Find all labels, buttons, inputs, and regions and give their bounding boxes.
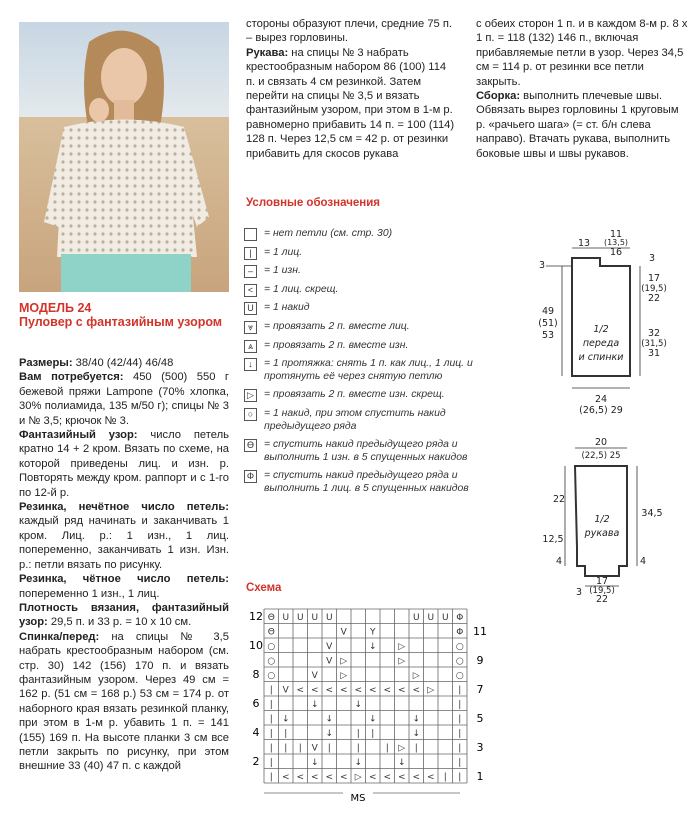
chart-cell-symbol: | — [356, 743, 360, 754]
chart-cell-symbol: U — [427, 613, 435, 623]
row-number-right: 11 — [473, 625, 487, 638]
sleeve-left-22: 22 — [552, 494, 566, 505]
chart-cell-symbol: | — [458, 758, 462, 768]
chart-cell-symbol: ↓ — [310, 758, 319, 768]
front-side-a: 32 — [647, 328, 661, 339]
legend-item: ▷ = провязать 2 п. вместе изн. скрещ. — [244, 389, 476, 402]
chart-cell-symbol: ↓ — [412, 714, 421, 725]
legend-item: ⩓ = провязать 2 п. вместе изн. — [244, 340, 476, 353]
chart-cell-symbol: ○ — [267, 671, 276, 681]
paragraph-sizes: Размеры: 38/40 (42/44) 46/48 — [19, 357, 174, 369]
chart-cell-symbol: < — [339, 772, 348, 783]
paragraph-back-front: Спинка/перед: на спицы № 3,5 набрать крестообразным набором (см. стр. 30) 142 (156) 170 п. и вязать фантазийным узором. Через 49 см = 162 р. (51 см = 168 р.) 53 см = 174 р. от наборного края вязать резинкой планку, при этом в 1-м р. убавить 1 п. = 141 (155) 169 п. На высоте планки 3 см все петли закрыть по рисунку, при этом внешние 33 (40) 47 п. с каждой — [19, 630, 229, 773]
yarn-over-icon: U — [244, 302, 257, 315]
chart-cell-symbol: < — [325, 685, 334, 696]
model-number: МОДЕЛЬ 24 — [19, 301, 92, 315]
chart-cell-symbol: | — [269, 758, 273, 768]
chart-cell-symbol: ▷ — [398, 656, 406, 667]
chart-cell-symbol: U — [282, 613, 290, 623]
chart-cell-symbol: V — [311, 671, 318, 681]
middle-column-text — [246, 17, 458, 161]
front-top-left: 13 — [577, 238, 591, 249]
legend-item: U = 1 накид — [244, 302, 476, 315]
chart-cell-symbol: U — [412, 613, 420, 623]
right-column-text — [476, 17, 688, 161]
chart-cell-symbol: ○ — [455, 671, 464, 681]
chart-cell-symbol: ○ — [455, 656, 464, 667]
row-number-right: 3 — [476, 741, 484, 754]
chart-cell-symbol: ↓ — [397, 758, 406, 768]
row-number-left: 4 — [252, 726, 260, 739]
chart-cell-symbol: V — [326, 656, 333, 667]
chart-cell-symbol: | — [385, 743, 389, 754]
paragraph-sleeve-increase: с обеих сторон 1 п. и в каждом 8-м р. 8 х 1 п. = 118 (132) 146 п., включая прибавляемые петли в узор. Через 34,5 см = 114 р. от резинки все петли закрыть. — [476, 18, 688, 88]
chart-cell-symbol: < — [296, 685, 305, 696]
legend-item: – = 1 изн. — [244, 265, 476, 278]
chart-cell-symbol: ▷ — [340, 656, 348, 667]
chart-cell-symbol: ↓ — [325, 729, 334, 739]
chart-cell-symbol: U — [441, 613, 449, 623]
sleeve-bottom-3: 3 — [575, 587, 583, 598]
chart-cell-symbol: | — [284, 729, 288, 739]
ms-label: MS — [350, 793, 366, 804]
legend-item: ↓ = 1 протяжка: снять 1 п. как лиц., 1 лиц. и протянуть её через снятую петлю — [244, 358, 476, 383]
sleeve-label-1: 1/2 — [594, 514, 610, 525]
front-label-1: 1/2 — [593, 324, 609, 335]
front-right-3: 3 — [648, 253, 656, 264]
chart-cell-symbol: V — [311, 743, 318, 754]
chart-cell-symbol: < — [383, 772, 392, 783]
chart-cell-symbol: Φ — [456, 613, 464, 623]
chart-cell-symbol: < — [412, 772, 421, 783]
sleeve-bottom-a: 17 — [595, 576, 609, 587]
chart-cell-symbol: Φ — [456, 627, 464, 638]
chart-cell-symbol: ↓ — [281, 714, 290, 725]
paragraph-gauge: Плотность вязания, фантазийный узор: 29,5 п. и 33 р. = 10 х 10 см. — [19, 601, 229, 629]
chart-cell-symbol: < — [339, 685, 348, 696]
chart-cell-symbol: ↓ — [368, 642, 377, 652]
chart-cell-symbol: ↓ — [310, 700, 319, 710]
left-column-text — [19, 356, 229, 774]
sleeve-left-125: 12,5 — [542, 534, 564, 545]
front-top-a: 11 — [609, 229, 623, 240]
chart-cell-symbol: < — [354, 685, 363, 696]
row-number-right: 5 — [476, 712, 484, 725]
legend-item: ○ = 1 накид, при этом спустить накид предыдущего ряда — [244, 408, 476, 433]
purl-icon: – — [244, 265, 257, 278]
chart-cell-symbol: ↓ — [412, 729, 421, 739]
legend-title: Условные обозначения — [246, 197, 381, 209]
row-number-left: 6 — [252, 697, 260, 710]
chart-cell-symbol: | — [458, 743, 462, 754]
sleeve-top-a: 20 — [594, 438, 608, 448]
slip-knit-pass-icon: ↓ — [244, 358, 257, 371]
drop-purl-5-icon: ϴ — [244, 439, 257, 452]
chart-cell-symbol: ○ — [267, 656, 276, 667]
row-number-right: 7 — [476, 683, 484, 696]
yarn-over-drop-icon: ○ — [244, 408, 257, 421]
chart-cell-symbol: U — [296, 613, 304, 623]
legend-item: | = 1 лиц. — [244, 247, 476, 260]
chart-cell-symbol: | — [269, 700, 273, 710]
chart-cell-symbol: | — [458, 729, 462, 739]
chart-cell-symbol: < — [426, 772, 435, 783]
chart-cell-symbol: ▷ — [340, 671, 348, 681]
row-number-left: 8 — [252, 668, 260, 681]
chart-cell-symbol: V — [326, 642, 333, 652]
chart-cell-symbol: Y — [370, 627, 376, 638]
chart-cell-symbol: | — [269, 729, 273, 739]
chart-cell-symbol: ▷ — [412, 671, 420, 681]
sleeve-top-b: (22,5) 25 — [581, 451, 621, 461]
paragraph-materials: Вам потребуется: 450 (500) 550 г бежевой пряжи Lampone (70% хлопка, 30% полиамида, 135 м/50 г); спицы № 3 и № 3,5; крючок № 3. — [19, 371, 229, 427]
paragraph-shoulders: стороны образуют плечи, средние 75 п. – вырез горловины. — [246, 18, 453, 45]
front-side-c: 31 — [647, 348, 661, 359]
sleeve-bottom-b: (19,5) — [589, 586, 615, 596]
sleeve-left-4: 4 — [555, 556, 563, 567]
front-top-c: 16 — [609, 247, 623, 258]
chart-cell-symbol: < — [397, 772, 406, 783]
drop-knit-5-icon: Φ — [244, 470, 257, 483]
legend-list — [244, 228, 476, 502]
chart-cell-symbol: ○ — [267, 642, 276, 652]
chart-cell-symbol: | — [356, 729, 360, 739]
chart-cell-symbol: | — [458, 714, 462, 725]
chart-cell-symbol: ▷ — [398, 743, 406, 754]
row-number-right: 9 — [476, 654, 484, 667]
chart-cell-symbol: < — [368, 685, 377, 696]
front-armhole-b: (19,5) — [641, 284, 667, 294]
knit-crossed-icon: < — [244, 284, 257, 297]
chart-cell-symbol: < — [281, 772, 290, 783]
chart-cell-symbol: V — [340, 627, 347, 638]
paragraph-rib-odd: Резинка, нечётное число петель: каждый ряд начинать и заканчивать 1 кром. Лиц. р.: 1 изн., 1 лиц. попеременно, заканчивать 1 изн. Изн. р.: петли вязать по рисунку. — [19, 501, 229, 571]
chart-cell-symbol: < — [296, 772, 305, 783]
chart-cell-symbol: ↓ — [368, 714, 377, 725]
front-back-diagram — [528, 228, 688, 423]
chart-cell-symbol: | — [371, 729, 375, 739]
row-number-left: 2 — [252, 755, 260, 768]
sleeve-bottom-c: 22 — [595, 594, 609, 602]
row-number-left: 10 — [249, 639, 263, 652]
front-armhole-c: 22 — [647, 293, 661, 304]
sleeve-right-345: 34,5 — [641, 508, 663, 519]
sleeve-label-2: рукава — [584, 528, 620, 539]
chart-cell-symbol: Θ — [267, 613, 275, 623]
p2tog-crossed-icon: ▷ — [244, 389, 257, 402]
front-top-b: (13,5) — [603, 238, 629, 247]
front-height-b: (51) — [538, 318, 558, 329]
chart-cell-symbol: ↓ — [325, 714, 334, 725]
front-bottom-a: 24 — [594, 394, 608, 405]
chart-cell-symbol: | — [458, 772, 462, 783]
knit-icon: | — [244, 247, 257, 260]
chart-cell-symbol: < — [397, 685, 406, 696]
chart-cell-symbol: V — [282, 685, 289, 696]
chart-cell-symbol: ▷ — [427, 685, 435, 696]
chart-cell-symbol: U — [325, 613, 333, 623]
paragraph-rib-even: Резинка, чётное число петель: попеременно 1 изн., 1 лиц. — [19, 573, 229, 600]
legend-item: < = 1 лиц. скрещ. — [244, 284, 476, 297]
schema-chart — [248, 605, 488, 815]
row-number-left: 12 — [249, 610, 263, 623]
chart-cell-symbol: | — [458, 685, 462, 696]
chart-cell-symbol: < — [325, 772, 334, 783]
model-photo — [19, 22, 229, 292]
model-heading — [19, 301, 222, 329]
front-armhole-a: 17 — [647, 273, 661, 284]
schema-title: Схема — [246, 582, 282, 594]
chart-cell-symbol: < — [383, 685, 392, 696]
front-label-3: и спинки — [578, 352, 624, 363]
chart-cell-symbol: | — [269, 685, 273, 696]
p2tog-icon: ⩓ — [244, 340, 257, 353]
chart-cell-symbol: | — [327, 743, 331, 754]
no-stitch-icon — [244, 228, 257, 241]
paragraph-sleeves: Рукава: на спицы № 3 набрать крестообразным набором 86 (100) 114 п. и связать 4 см резинкой. Затем перейти на спицы № 3,5 и вязать фантазийным узором, при этом в 1-м р. равномерно прибавить 14 п. = 100 (114) 128 п. Через 12,5 см = 42 р. от резинки прибавить для скосов рукава — [246, 46, 455, 160]
chart-cell-symbol: < — [310, 685, 319, 696]
sleeve-right-4: 4 — [639, 556, 647, 567]
chart-cell-symbol: U — [311, 613, 319, 623]
sleeve-diagram — [525, 438, 685, 607]
chart-cell-symbol: | — [458, 700, 462, 710]
chart-cell-symbol: < — [368, 772, 377, 783]
chart-cell-symbol: | — [269, 772, 273, 783]
chart-cell-symbol: ○ — [455, 642, 464, 652]
chart-cell-symbol: < — [310, 772, 319, 783]
chart-cell-symbol: ↓ — [354, 758, 363, 768]
schema-grid — [248, 605, 488, 810]
chart-cell-symbol: Θ — [267, 627, 275, 638]
chart-cell-symbol: | — [284, 743, 288, 754]
paragraph-pattern: Фантазийный узор: число петель кратно 14 + 2 кром. Вязать по схеме, на которой приведены лиц. и изн. р. Повторять между кром. раппорт и с 1-го по 12-й р. — [19, 429, 229, 499]
chart-cell-symbol: | — [414, 743, 418, 754]
chart-cell-symbol: < — [412, 685, 421, 696]
model-title: Пуловер с фантазийным узором — [19, 315, 223, 329]
front-left-3: 3 — [538, 260, 546, 271]
row-number-right: 1 — [476, 770, 484, 783]
legend-item: Φ = спустить накид предыдущего ряда и выполнить 1 лиц. в 5 спущенных накидов — [244, 470, 476, 495]
front-label-2: переда — [582, 338, 620, 349]
front-height-c: 53 — [541, 330, 555, 341]
legend-item: ⩔ = провязать 2 п. вместе лиц. — [244, 321, 476, 334]
chart-cell-symbol: | — [269, 743, 273, 754]
chart-cell-symbol: | — [443, 772, 447, 783]
chart-cell-symbol: ↓ — [354, 700, 363, 710]
chart-cell-symbol: | — [298, 743, 302, 754]
paragraph-assembly: Сборка: выполнить плечевые швы. Обвязать вырез горловины 1 круговым р. «рачьего шага» (= ст. б/н слева направо). Втачать рукава, выполнить боковые швы и швы рукавов. — [476, 90, 679, 160]
front-height-a: 49 — [541, 306, 555, 317]
chart-cell-symbol: | — [269, 714, 273, 725]
k2tog-icon: ⩔ — [244, 321, 257, 334]
chart-cell-symbol: ▷ — [354, 772, 362, 783]
chart-cell-symbol: ▷ — [398, 642, 406, 652]
front-bottom-b: (26,5) 29 — [579, 405, 623, 416]
front-side-b: (31,5) — [641, 339, 667, 349]
legend-item: ϴ = спустить накид предыдущего ряда и выполнить 1 изн. в 5 спущенных накидов — [244, 439, 476, 464]
legend-item: = нет петли (см. стр. 30) — [244, 228, 476, 241]
